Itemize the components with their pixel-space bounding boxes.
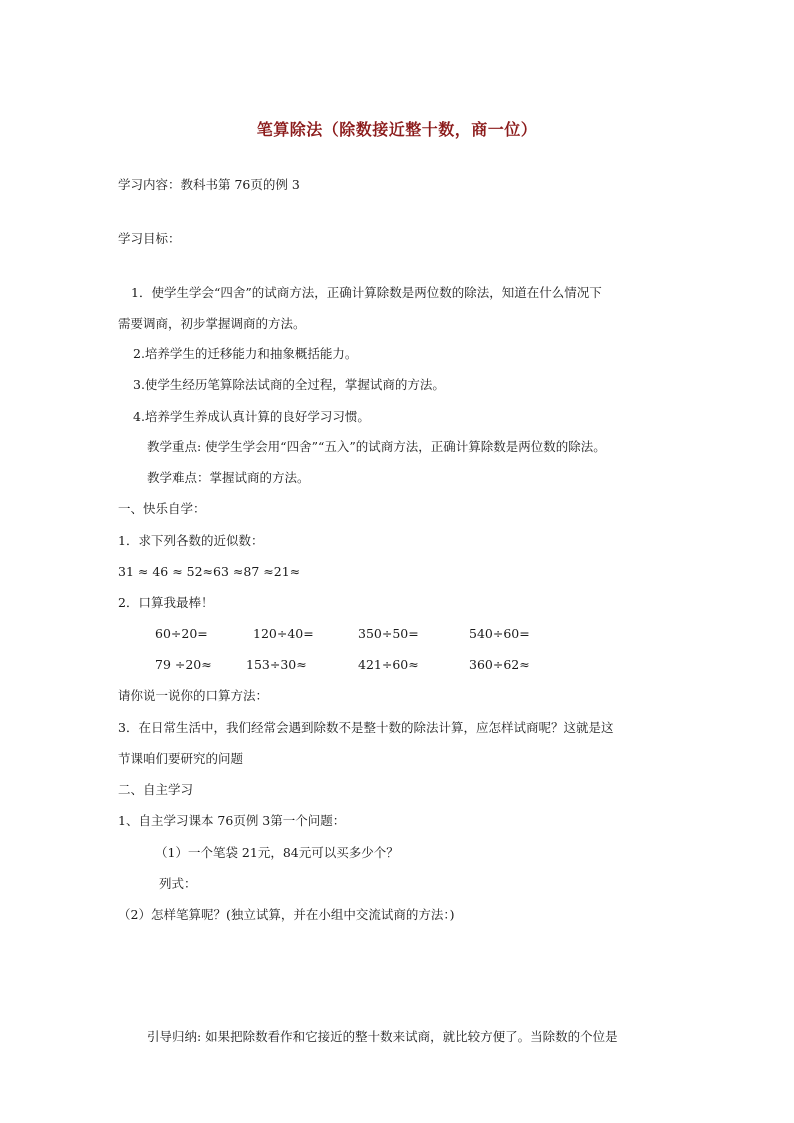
problem-2: （2）怎样笔算呢？(独立试算，并在小组中交流试商的方法：) bbox=[118, 907, 455, 922]
problem-1: （1）一个笔袋 21元，84元可以买多少个？ bbox=[155, 845, 399, 860]
learning-content: 学习内容：教科书第 76页的例 3 bbox=[118, 177, 300, 192]
oral-calc-item: 421÷60≈ bbox=[358, 657, 419, 672]
section-2-heading: 二、自主学习 bbox=[118, 782, 194, 797]
question-1: 1．求下列各数的近似数： bbox=[118, 533, 264, 548]
oral-calc-item: 60÷20= bbox=[155, 626, 208, 641]
objective-2: 2.培养学生的迁移能力和抽象概括能力。 bbox=[133, 346, 358, 361]
oral-method-prompt: 请你说一说你的口算方法： bbox=[118, 688, 269, 703]
objective-4: 4.培养学生养成认真计算的良好学习习惯。 bbox=[133, 409, 370, 424]
question-3-line-2: 节课咱们要研究的问题 bbox=[118, 751, 244, 766]
oral-calc-item: 360÷62≈ bbox=[469, 657, 530, 672]
guided-summary: 引导归纳: 如果把除数看作和它接近的整十数来试商，就比较方便了。当除数的个位是 bbox=[147, 1029, 618, 1044]
oral-calc-item: 540÷60= bbox=[469, 626, 530, 641]
section-1-heading: 一、快乐自学： bbox=[118, 501, 206, 516]
objectives-heading: 学习目标： bbox=[118, 231, 181, 246]
objective-3: 3.使学生经历笔算除法试商的全过程，掌握试商的方法。 bbox=[133, 377, 445, 392]
question-3-line-1: 3．在日常生活中，我们经常会遇到除数不是整十数的除法计算，应怎样试商呢？这就是这 bbox=[118, 720, 614, 735]
oral-calc-item: 120÷40= bbox=[253, 626, 314, 641]
oral-calc-item: 350÷50= bbox=[358, 626, 419, 641]
self-study-item-1: 1、自主学习课本 76页例 3第一个问题： bbox=[118, 813, 346, 828]
document-title: 笔算除法（除数接近整十数，商一位） bbox=[256, 120, 538, 139]
oral-calc-item: 79 ÷20≈ bbox=[155, 657, 212, 672]
formula-prompt: 列式： bbox=[159, 876, 197, 891]
objective-1-line-1: 1．使学生学会“四舍”的试商方法，正确计算除数是两位数的除法，知道在什么情况下 bbox=[131, 285, 602, 300]
question-2: 2．口算我最棒！ bbox=[118, 595, 214, 610]
objective-1-line-2: 需要调商，初步掌握调商的方法。 bbox=[118, 316, 306, 331]
difficult-point: 教学难点：掌握试商的方法。 bbox=[147, 470, 310, 485]
approximation-line: 31 ≈ 46 ≈ 52≈63 ≈87 ≈21≈ bbox=[118, 564, 301, 579]
oral-calc-item: 153÷30≈ bbox=[246, 657, 307, 672]
key-point: 教学重点: 使学生学会用“四舍”“五入”的试商方法，正确计算除数是两位数的除法。 bbox=[147, 439, 606, 454]
